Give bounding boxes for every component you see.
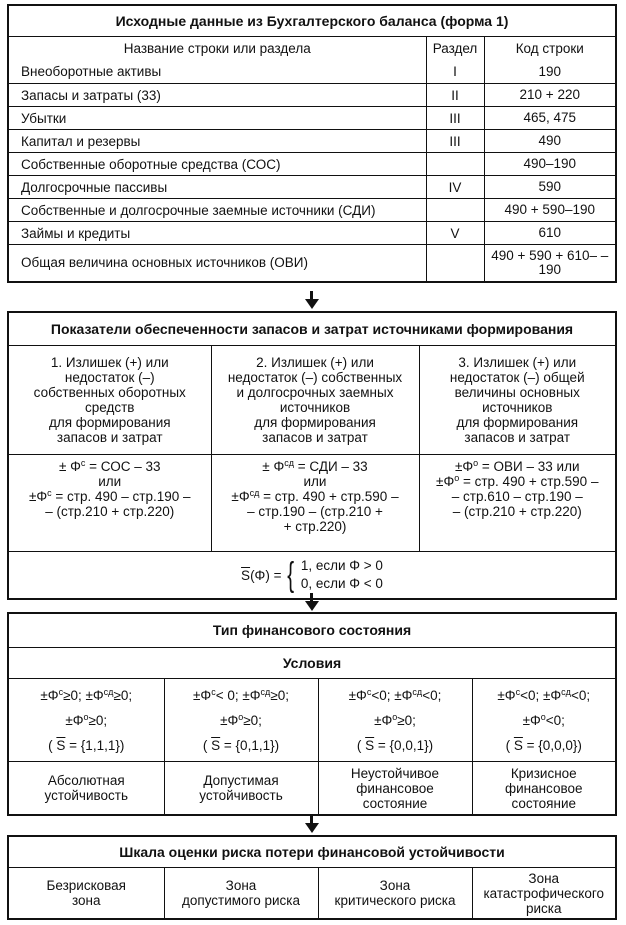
balance-row: [9, 84, 615, 107]
row-name: Внеоборотные активы: [9, 61, 426, 84]
row-code: 590: [484, 176, 615, 199]
row-section: [426, 199, 484, 222]
s-case-1: 1, если Φ > 0: [300, 558, 383, 573]
row-section: II: [426, 84, 484, 107]
condition-line: [323, 683, 468, 708]
indicator-formula: [211, 455, 419, 552]
formula-line: [13, 459, 207, 474]
formula-line: + стр.220): [283, 519, 347, 534]
risk-zone-line: критического риска: [334, 893, 456, 908]
row-section: [426, 245, 484, 281]
formula-line: [216, 459, 415, 474]
condition-sign: ≥0;: [270, 687, 289, 703]
formula-line: – (стр.210 + стр.220): [45, 504, 175, 519]
vector-s: $\overline{S}$: [56, 737, 66, 753]
phi-superscript: сд: [260, 686, 271, 697]
header-section: Раздел: [426, 37, 484, 61]
row-code: 610: [484, 222, 615, 245]
indicator-heading-line: недостаток (–) общей: [449, 370, 585, 385]
arrow-down-icon: [305, 291, 319, 309]
arrow-down-icon: [305, 593, 319, 611]
vector-s: $\overline{S}$: [365, 737, 375, 753]
balance-row: [9, 153, 615, 176]
row-section: [426, 153, 484, 176]
risk-zone-line: Зона: [379, 878, 411, 893]
condition-sign: ≥0;: [88, 712, 108, 728]
balance-data-table: [7, 4, 617, 283]
state-line: финансовое: [504, 780, 583, 796]
indicator-heading: [211, 346, 419, 455]
risk-zone-cell: [318, 868, 472, 919]
condition-sign: ≥0;: [63, 687, 86, 703]
vector-value: {0,0,1}: [389, 737, 429, 753]
phi-symbol: ±Φ: [542, 687, 562, 703]
vector-eq: =: [522, 737, 539, 753]
phi-symbol: ±Φ: [193, 687, 212, 703]
condition-line: [13, 708, 160, 733]
s-function-cell: [9, 552, 615, 599]
indicator-heading-line: 2. Излишек (+) или: [256, 355, 374, 370]
balance-row: [9, 199, 615, 222]
row-code: 490 + 590–190: [484, 199, 615, 222]
formula-line: [424, 474, 612, 489]
risk-zone-line: катастрофического: [483, 885, 605, 901]
condition-line: [477, 683, 612, 708]
condition-sign: < 0;: [215, 687, 243, 703]
row-name: Долгосрочные пассивы: [9, 176, 426, 199]
condition-sign: ≥0;: [243, 712, 262, 728]
condition-sign: <0;: [422, 687, 442, 703]
indicator-formula: [419, 455, 615, 552]
financial-state-title: Тип финансового состояния: [9, 614, 615, 648]
vector-value: {0,1,1}: [235, 737, 275, 753]
risk-zone-line: Зона: [225, 878, 257, 893]
phi-symbol: ±Φ: [231, 489, 250, 504]
indicator-heading-line: запасов и затрат: [56, 430, 163, 445]
phi-symbol: ±Φ: [348, 687, 367, 703]
formula-text: = стр. 490 + стр.590 –: [459, 474, 599, 489]
phi-superscript: с: [211, 686, 216, 697]
formula-line: [13, 489, 207, 504]
phi-superscript: с: [515, 686, 521, 697]
formula-text: = стр. 490 + стр.590 –: [259, 489, 399, 504]
indicator-heading-line: 3. Излишек (+) или: [458, 355, 577, 370]
arrow-down-icon: [305, 815, 319, 833]
phi-symbol: ±Φ: [65, 712, 84, 728]
row-code: 490–190: [484, 153, 615, 176]
conditions-label: Условия: [9, 648, 615, 679]
financial-state-table: [7, 612, 617, 816]
phi-superscript: о: [540, 711, 546, 722]
row-name: Убытки: [9, 107, 426, 130]
indicator-heading-line: источников: [279, 400, 351, 415]
row-section: III: [426, 107, 484, 130]
risk-scale-title: Шкала оценки риска потери финансовой устойчивости: [9, 837, 615, 868]
vector-s: $\overline{S}$: [211, 737, 221, 753]
risk-zone-cell: [472, 868, 615, 919]
brace-icon: {: [287, 556, 295, 594]
risk-zone-line: риска: [525, 900, 562, 916]
phi-symbol: ±Φ: [85, 687, 104, 703]
phi-symbol: ±Φ: [436, 474, 455, 489]
formula-text: = стр. 490 – стр.190 –: [51, 489, 191, 504]
indicator-heading-line: собственных оборотных: [33, 385, 186, 400]
indicator-heading-line: источников: [482, 400, 553, 415]
risk-zone-cell: [9, 868, 164, 919]
vector-line: ( $\overline{S} = \{0,1,1\}$): [202, 737, 280, 753]
row-code: 210 + 220: [484, 84, 615, 107]
state-line: устойчивость: [199, 788, 283, 803]
condition-sign: ≥0;: [397, 712, 416, 728]
phi-superscript: сд: [561, 686, 571, 697]
formula-or: или: [303, 474, 327, 489]
indicator-formula: [9, 455, 211, 552]
row-code: 490: [484, 130, 615, 153]
indicator-heading-line: недостаток (–): [64, 370, 155, 385]
risk-zone-line: Безрисковая: [46, 878, 126, 893]
phi-superscript: о: [238, 711, 244, 722]
phi-superscript: сд: [284, 458, 294, 468]
indicator-heading-line: для формирования: [254, 415, 376, 430]
phi-superscript: с: [80, 458, 86, 468]
indicator-heading: [419, 346, 615, 455]
indicator-heading-line: и долгосрочных заемных: [236, 385, 394, 400]
condition-sign: ≥0;: [113, 687, 133, 703]
condition-sign: <0;: [570, 687, 591, 703]
row-name: Общая величина основных источников (ОВИ): [9, 245, 426, 281]
condition-sign: <0;: [545, 712, 565, 728]
risk-scale-table: [7, 835, 617, 920]
risk-zone-line: допустимого риска: [182, 893, 300, 908]
condition-cell: [318, 679, 472, 762]
balance-row: [9, 245, 615, 281]
state-line: устойчивость: [44, 788, 128, 803]
formula-text: = ОВИ – 33 или: [478, 459, 580, 474]
phi-symbol: ±Φ: [28, 489, 48, 504]
phi-symbol: ±Φ: [242, 687, 261, 703]
formula-or: или: [98, 474, 122, 489]
phi-symbol: ±Φ: [394, 687, 413, 703]
row-section: III: [426, 130, 484, 153]
indicator-heading-line: величины основных: [454, 385, 580, 400]
vector-eq: =: [374, 737, 390, 753]
balance-row: [9, 107, 615, 130]
phi-superscript: о: [392, 711, 398, 722]
condition-line: [169, 708, 314, 733]
vector-value: {0,0,0}: [538, 737, 578, 753]
row-section: IV: [426, 176, 484, 199]
formula-line: [424, 459, 612, 474]
phi-symbol: ±Φ: [454, 459, 474, 474]
formula-line: – (стр.210 + стр.220): [452, 504, 582, 519]
indicator-heading: [9, 346, 211, 455]
balance-table-title: Исходные данные из Бухгалтерского баланса (форма 1): [9, 6, 615, 37]
condition-line: [169, 683, 314, 708]
row-code: 490 + 590 + 610– –190: [484, 245, 615, 281]
indicator-heading-line: 1. Излишек (+) или: [50, 355, 169, 370]
vector-s: $\overline{S}$: [513, 737, 523, 753]
state-line: финансовое: [356, 780, 434, 796]
condition-sign: <0;: [520, 687, 543, 703]
state-line: состояние: [511, 795, 576, 811]
formula-line: – стр.190 – (стр.210 +: [247, 504, 383, 519]
indicator-heading-line: запасов и затрат: [262, 430, 368, 445]
formula-line: [216, 489, 415, 504]
s-function-lhs: $\overline{S}(\Phi)$ =: [241, 567, 282, 583]
row-name: Собственные и долгосрочные заемные источники (СДИ): [9, 199, 426, 222]
header-row-name: Название строки или раздела: [9, 37, 426, 61]
row-name: Капитал и резервы: [9, 130, 426, 153]
risk-zone-cell: [164, 868, 318, 919]
balance-row: [9, 61, 615, 84]
condition-line: [477, 708, 612, 733]
risk-zone-line: Зона: [528, 870, 560, 886]
phi-symbol: ±Φ: [497, 687, 516, 703]
condition-sign: <0;: [371, 687, 395, 703]
phi-symbol: ±Φ: [374, 712, 393, 728]
phi-superscript: о: [454, 473, 460, 483]
risk-zone-line: зона: [71, 893, 101, 908]
vector-eq: =: [220, 737, 236, 753]
phi-superscript: сд: [103, 686, 114, 697]
condition-line: [13, 683, 160, 708]
row-name: Запасы и затраты (33): [9, 84, 426, 107]
balance-row: [9, 130, 615, 153]
row-section: V: [426, 222, 484, 245]
condition-line: [323, 708, 468, 733]
formula-text: = СДИ – 33: [293, 459, 368, 474]
vector-line: ( $\overline{S} = \{1,1,1\}$): [48, 737, 125, 753]
condition-cell: [164, 679, 318, 762]
phi-superscript: сд: [249, 488, 260, 498]
phi-symbol: ±Φ: [40, 687, 59, 703]
phi-superscript: о: [473, 458, 479, 468]
vector-value: {1,1,1}: [80, 737, 120, 753]
formula-text: = СОС – 33: [85, 459, 161, 474]
state-line: Неустойчивое: [350, 765, 440, 781]
s-case-2: 0, если Φ < 0: [300, 576, 383, 591]
indicator-heading-line: недостаток (–) собственных: [227, 370, 403, 385]
row-section: I: [426, 61, 484, 84]
header-code: Код строки: [484, 37, 615, 61]
balance-row: [9, 222, 615, 245]
vector-eq: =: [65, 737, 81, 753]
phi-superscript: с: [47, 488, 52, 498]
vector-line: ( $\overline{S} = \{0,0,0\}$): [505, 737, 582, 753]
balance-row: [9, 176, 615, 199]
indicators-title: Показатели обеспеченности запасов и затрат источниками формирования: [9, 313, 615, 346]
state-cell: [472, 762, 615, 815]
condition-cell: [472, 679, 615, 762]
state-line: состояние: [362, 795, 428, 811]
row-code: 465, 475: [484, 107, 615, 130]
state-cell: [9, 762, 164, 815]
state-line: Кризисное: [510, 765, 577, 781]
row-code: 190: [484, 61, 615, 84]
phi-symbol: ± Φ: [58, 459, 81, 474]
indicator-heading-line: для формирования: [456, 415, 579, 430]
phi-symbol: ± Φ: [262, 459, 285, 474]
phi-superscript: сд: [412, 686, 423, 697]
phi-superscript: с: [366, 686, 372, 697]
state-line: Допустимая: [203, 773, 279, 788]
state-cell: [318, 762, 472, 815]
row-name: Займы и кредиты: [9, 222, 426, 245]
vector-line: ( $\overline{S} = \{0,0,1\}$): [356, 737, 434, 753]
condition-cell: [9, 679, 164, 762]
state-line: Абсолютная: [47, 773, 125, 788]
phi-superscript: о: [83, 711, 89, 722]
indicator-heading-line: для формирования: [48, 415, 171, 430]
row-name: Собственные оборотные средства (СОС): [9, 153, 426, 176]
indicator-heading-line: средств: [85, 400, 135, 415]
phi-symbol: ±Φ: [522, 712, 541, 728]
phi-superscript: с: [58, 686, 64, 697]
indicators-table: [7, 311, 617, 600]
state-cell: [164, 762, 318, 815]
formula-line: – стр.610 – стр.190 –: [451, 489, 583, 504]
phi-symbol: ±Φ: [220, 712, 239, 728]
indicator-heading-line: запасов и затрат: [464, 430, 571, 445]
